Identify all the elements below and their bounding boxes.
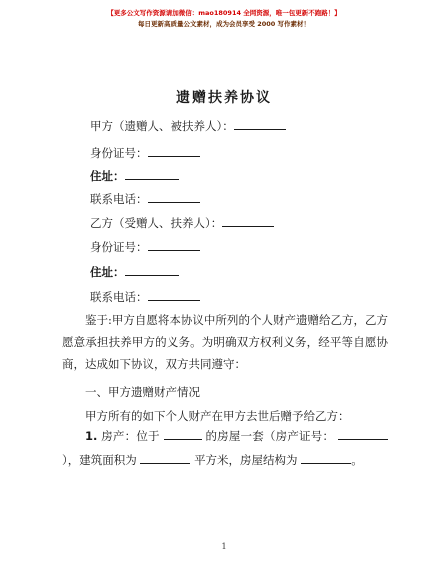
party-b-address-blank: [125, 263, 179, 276]
section-1-intro: 甲方所有的如下个人财产在甲方去世后赠予给乙方：: [85, 409, 350, 423]
promo-line-1: 【更多公文写作资源请加微信：mao180914 全网资源，唯一包更新不跑路！】: [107, 9, 341, 17]
party-b-address-row: [90, 263, 179, 279]
party-b-address-label: 住址：: [90, 265, 125, 279]
item-1-certificate-blank: [338, 427, 388, 440]
party-b-label: 乙方（受赠人、扶养人）：: [90, 216, 223, 230]
party-a-id-label: 身份证号：: [90, 146, 148, 160]
party-a-phone-label: 联系电话：: [90, 192, 148, 206]
party-b-id-blank: [148, 238, 200, 251]
party-b-phone-row: [90, 288, 200, 304]
promo-line-2: 每日更新高质量公文素材，成为会员享受 2000 写作素材！: [137, 20, 311, 28]
party-b-blank: [222, 214, 274, 227]
item-1-paragraph: [62, 424, 388, 472]
party-b-id-label: 身份证号：: [90, 240, 148, 254]
item-1-end: 。: [351, 453, 363, 467]
party-a-id-blank: [148, 144, 200, 157]
party-a-address-label: 住址：: [90, 169, 125, 183]
party-a-blank: [234, 117, 286, 130]
promo-banner: [0, 8, 448, 30]
preamble-paragraph: 鉴于:甲方自愿将本协议中所列的个人财产遗赠给乙方，乙方愿意承担扶养甲方的义务。为明确双方权利义务，经平等自愿协商，达成如下协议，双方共同遵守：: [62, 313, 388, 371]
item-1-area-blank: [140, 451, 190, 464]
party-b-phone-blank: [148, 288, 200, 301]
party-a-phone-row: [90, 190, 200, 206]
item-1-number: 1.: [85, 429, 98, 443]
item-1-text-b: 的房屋一套（房产证号：: [205, 429, 335, 443]
party-a-label: 甲方（遗赠人、被扶养人）：: [90, 119, 234, 133]
party-b-phone-label: 联系电话：: [90, 290, 148, 304]
party-a-address-row: [90, 167, 179, 183]
party-a-id-row: [90, 144, 200, 160]
party-b-row: [90, 214, 274, 230]
page-number: 1: [221, 542, 227, 551]
document-title: 遗赠扶养协议: [176, 90, 272, 106]
section-1-heading: 一、甲方遗赠财产情况: [85, 385, 200, 399]
item-1-location-blank: [164, 427, 202, 440]
party-a-phone-blank: [148, 190, 200, 203]
party-b-id-row: [90, 238, 200, 254]
party-a-address-blank: [125, 167, 179, 180]
party-a-row: [90, 117, 286, 133]
item-1-text-a: 房产：位于: [101, 429, 160, 443]
item-1-text-d: 平方米，房屋结构为: [194, 453, 298, 467]
item-1-structure-blank: [301, 451, 351, 464]
item-1-text-c: ），建筑面积为: [62, 453, 137, 467]
